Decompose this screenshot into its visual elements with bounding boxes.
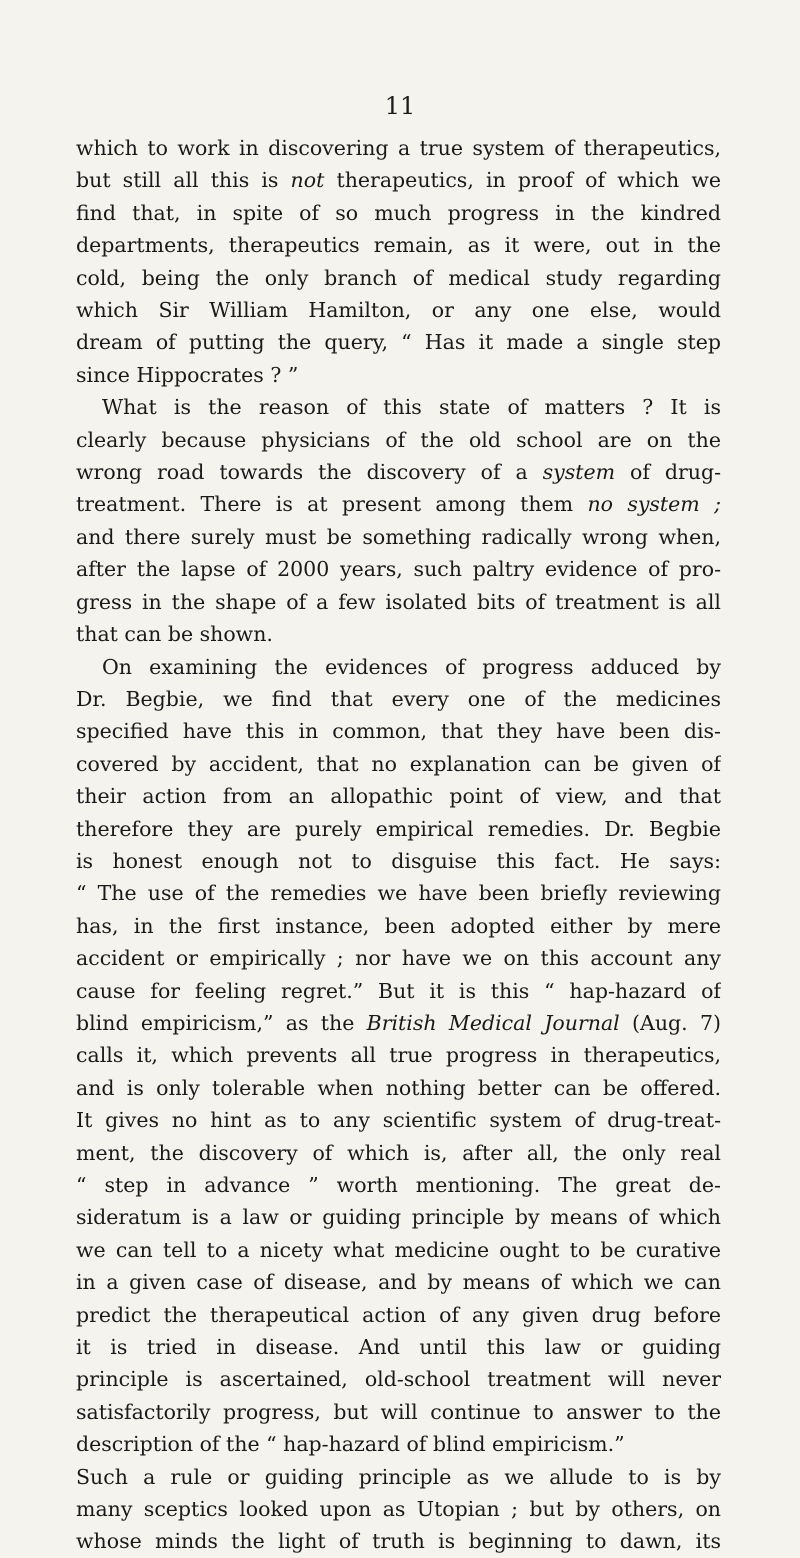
text-line bbox=[76, 326, 721, 358]
text-line bbox=[76, 1428, 721, 1460]
text-segment: blind empiricism,” as the bbox=[76, 1010, 367, 1035]
text-segment: treatment. There is at present among them bbox=[76, 492, 588, 517]
text-line bbox=[76, 391, 721, 423]
text-segment: many sceptics looked upon as Utopian ; but by others, on bbox=[76, 1497, 721, 1522]
text-line bbox=[76, 1493, 721, 1525]
text-line bbox=[76, 813, 721, 845]
text-segment: What is the reason of this state of matters ? It is bbox=[102, 395, 721, 420]
text-segment: (Aug. 7) bbox=[619, 1010, 721, 1035]
text-segment: find that, in spite of so much progress in the kindred bbox=[76, 200, 721, 225]
text-segment: sideratum is a law or guiding principle by means of which bbox=[76, 1205, 721, 1230]
italic-text: not bbox=[290, 168, 325, 193]
text-segment: in a given case of disease, and by means of which we can bbox=[76, 1270, 721, 1295]
text-line bbox=[76, 1201, 721, 1233]
text-segment: it is tried in disease. And until this law or guiding bbox=[76, 1335, 721, 1360]
text-line bbox=[76, 975, 721, 1007]
text-segment: of drug- bbox=[615, 460, 721, 485]
text-line bbox=[76, 1039, 721, 1071]
italic-text: system bbox=[542, 460, 616, 485]
text-segment: which to work in discovering a true system of therapeutics, bbox=[76, 136, 721, 160]
text-line bbox=[76, 1363, 721, 1395]
text-line bbox=[76, 1007, 721, 1039]
text-segment: whose minds the light of truth is beginning to dawn, its bbox=[76, 1529, 721, 1554]
text-segment: ment, the discovery of which is, after all, the only real bbox=[76, 1140, 721, 1165]
text-segment: their action from an allopathic point of view, and that bbox=[76, 784, 721, 809]
text-segment: therapeutics, in proof of which we bbox=[324, 168, 721, 193]
text-line bbox=[76, 780, 721, 812]
text-segment: and is only tolerable when nothing better can be offered. bbox=[76, 1075, 721, 1100]
text-segment: predict the therapeutical action of any given drug before bbox=[76, 1302, 721, 1327]
italic-text: no system ; bbox=[587, 492, 721, 517]
text-segment: calls it, which prevents all true progress in therapeutics, bbox=[76, 1043, 721, 1068]
text-segment: description of the “ hap-hazard of blind empiricism.” bbox=[76, 1432, 625, 1457]
text-segment: principle is ascertained, old-school treatment will never bbox=[76, 1367, 721, 1392]
text-segment: gress in the shape of a few isolated bits of treatment is all bbox=[76, 589, 721, 614]
text-line bbox=[76, 651, 721, 683]
text-segment: and there surely must be something radically wrong when, bbox=[76, 524, 721, 549]
text-line bbox=[76, 715, 721, 747]
text-segment: we can tell to a nicety what medicine ought to be curative bbox=[76, 1237, 721, 1262]
text-line bbox=[76, 1396, 721, 1428]
text-line bbox=[76, 294, 721, 326]
text-line bbox=[76, 164, 721, 196]
text-segment: that can be shown. bbox=[76, 622, 273, 647]
text-line bbox=[76, 132, 721, 164]
text-segment: wrong road towards the discovery of a bbox=[76, 460, 543, 485]
text-segment: Dr. Begbie, we find that every one of the medicines bbox=[76, 686, 721, 711]
text-segment: clearly because physicians of the old school are on the bbox=[76, 427, 721, 452]
text-line bbox=[76, 1299, 721, 1331]
text-segment: “ step in advance ” worth mentioning. The great de- bbox=[76, 1173, 721, 1197]
text-line bbox=[76, 359, 721, 391]
text-segment: cause for feeling regret.” But it is this “ hap-hazard of bbox=[76, 978, 721, 1003]
text-line bbox=[76, 586, 721, 618]
text-segment: covered by accident, that no explanation can be given of bbox=[76, 751, 721, 776]
text-segment: accident or empirically ; nor have we on this account any bbox=[76, 946, 721, 971]
page-number: 11 bbox=[384, 92, 416, 120]
text-line bbox=[76, 553, 721, 585]
text-line bbox=[76, 1331, 721, 1363]
text-segment: which Sir William Hamilton, or any one else, would bbox=[76, 298, 721, 323]
text-segment: satisfactorily progress, but will continue to answer to the bbox=[76, 1399, 721, 1424]
text-segment: therefore they are purely empirical remedies. Dr. Begbie bbox=[76, 816, 721, 841]
text-segment: It gives no hint as to any scientific system of drug-treat- bbox=[76, 1108, 721, 1133]
text-line bbox=[76, 262, 721, 294]
text-segment: Such a rule or guiding principle as we allude to is by bbox=[76, 1464, 721, 1489]
text-line bbox=[76, 1234, 721, 1266]
text-line bbox=[76, 1266, 721, 1298]
text-line bbox=[76, 197, 721, 229]
text-line bbox=[76, 618, 721, 650]
text-line bbox=[76, 1104, 721, 1136]
text-segment: is honest enough not to disguise this fact. He says: bbox=[76, 848, 721, 873]
text-line bbox=[76, 845, 721, 877]
text-segment: dream of putting the query, “ Has it made a single step bbox=[76, 330, 721, 355]
text-segment: since Hippocrates ? ” bbox=[76, 362, 299, 387]
text-segment: On examining the evidences of progress adduced by bbox=[102, 654, 721, 679]
text-segment: departments, therapeutics remain, as it were, out in the bbox=[76, 233, 721, 258]
text-line bbox=[76, 877, 721, 909]
text-segment: after the lapse of 2000 years, such paltry evidence of pro- bbox=[76, 557, 721, 582]
text-segment: cold, being the only branch of medical study regarding bbox=[76, 265, 721, 290]
text-line bbox=[76, 1525, 721, 1557]
text-line bbox=[76, 942, 721, 974]
text-line bbox=[76, 1461, 721, 1493]
text-line bbox=[76, 1137, 721, 1169]
italic-text: British Medical Journal bbox=[366, 1010, 620, 1035]
text-line bbox=[76, 521, 721, 553]
text-line bbox=[76, 229, 721, 261]
text-line bbox=[76, 456, 721, 488]
body-text bbox=[76, 132, 721, 1558]
text-line bbox=[76, 488, 721, 520]
text-segment: “ The use of the remedies we have been briefly reviewing bbox=[76, 881, 721, 906]
text-line bbox=[76, 1072, 721, 1104]
text-line bbox=[76, 683, 721, 715]
text-segment: but still all this is bbox=[76, 168, 291, 193]
text-line bbox=[76, 424, 721, 456]
text-line bbox=[76, 748, 721, 780]
text-segment: specified have this in common, that they have been dis- bbox=[76, 719, 721, 744]
text-segment: has, in the first instance, been adopted either by mere bbox=[76, 913, 721, 938]
text-line bbox=[76, 1169, 721, 1201]
text-line bbox=[76, 910, 721, 942]
